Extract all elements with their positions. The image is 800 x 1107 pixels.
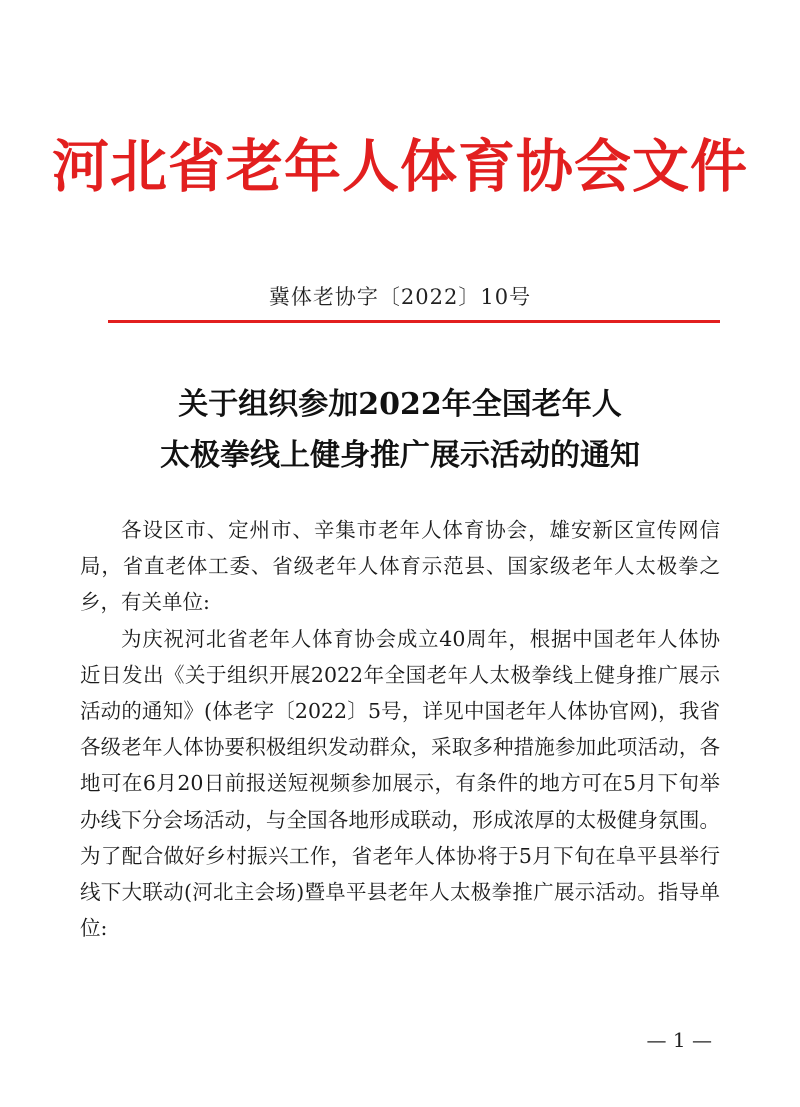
document-number: 冀体老协字〔2022〕10号 — [268, 285, 532, 309]
page-number: — 1 — — [646, 1028, 712, 1052]
body-paragraph-addressees: 各设区市、定州市、辛集市老年人体育协会，雄安新区宣传网信局，省直老体工委、省级老年人体育示范县、国家级老年人太极拳之乡，有关单位: — [80, 518, 720, 615]
org-document-header-title: 河北省老年人体育协会文件 — [52, 134, 748, 200]
notice-title-line-2: 太极拳线上健身推广展示活动的通知 — [160, 438, 640, 473]
body-paragraph-main: 为庆祝河北省老年人体育协会成立40周年，根据中国老年人体协近日发出《关于组织开展2022年全国老年人太极拳线上健身推广展示活动的通知》(体老字〔2022〕5号，详见中国老年人体协官网)，我省各级老年人体协要积极组织发动群众，采取多种措施参加此项活动，各地可在6月20日前报送短视频参加展示，有条件的地方可在5月下旬举办线下分会场活动，与全国各地形成联动，形成浓厚的太极健身氛围。为了配合做好乡村振兴工作，省老年人体协将于5月下旬在阜平县举行线下大联动(河北主会场)暨阜平县老年人太极拳推广展示活动。指导单位: — [80, 626, 720, 941]
notice-title-line-1: 关于组织参加2022年全国老年人 — [178, 387, 622, 422]
notice-body — [80, 512, 720, 946]
red-header-divider — [108, 320, 720, 323]
